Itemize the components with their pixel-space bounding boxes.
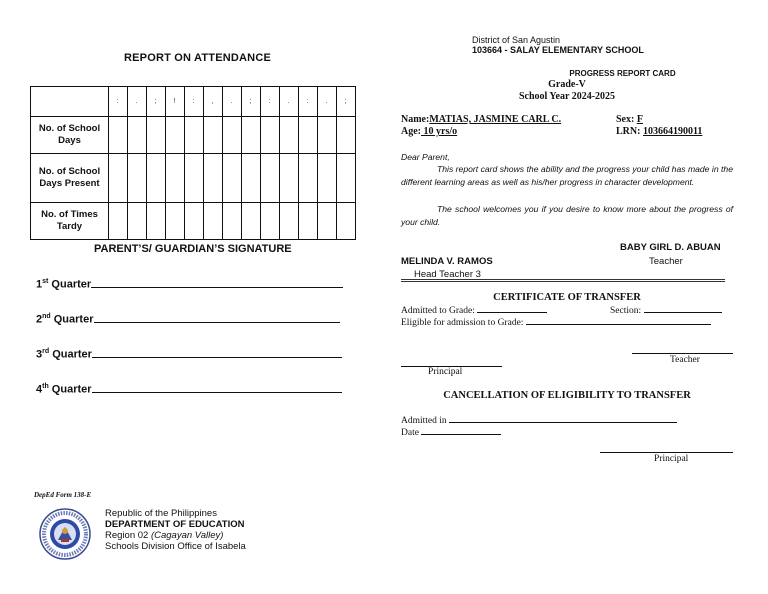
row-label-school-days: No. of School Days [31, 117, 109, 154]
month-cell: ! [166, 87, 185, 117]
sex-field [616, 114, 643, 125]
attendance-row [31, 117, 356, 154]
month-cell: ; [337, 87, 356, 117]
section-label: Section: [610, 306, 642, 316]
header-blank-cell [31, 87, 109, 117]
lrn-label: LRN: [616, 126, 643, 137]
eligible-label: Eligible for admission to Grade: [401, 318, 524, 328]
lrn-value: 103664190011 [642, 126, 703, 137]
teacher-signature-label: Teacher [670, 355, 700, 365]
quarter-word: Quarter [53, 313, 94, 326]
teacher-name: BABY GIRL D. ABUAN [620, 242, 721, 253]
quarter-2-line [36, 313, 340, 326]
quarter-suffix: nd [42, 313, 51, 320]
region-text [105, 530, 223, 541]
admitted-in-line[interactable] [449, 421, 677, 423]
admitted-grade-line[interactable] [477, 311, 547, 313]
quarter-word: Quarter [51, 383, 92, 396]
quarter-number: 4 [36, 383, 43, 396]
school-text: 103664 - SALAY ELEMENTARY SCHOOL [472, 45, 644, 55]
admitted-in-field [401, 416, 677, 426]
cancellation-title: CANCELLATION OF ELIGIBILITY TO TRANSFER [443, 390, 691, 401]
eligible-line[interactable] [526, 323, 711, 325]
month-cell: . [128, 87, 147, 117]
quarter-4-line [36, 383, 342, 396]
month-cell: , [204, 87, 223, 117]
date-line[interactable] [421, 433, 501, 435]
age-value: 10 yrs/o [421, 126, 458, 137]
month-cell: : [261, 87, 280, 117]
school-year: School Year 2024-2025 [518, 91, 616, 102]
principal2-signature-label: Principal [654, 454, 689, 464]
signature-title: PARENT’S/ GUARDIAN’S SIGNATURE [94, 243, 292, 255]
republic-text: Republic of the Philippines [105, 508, 217, 519]
signature-line[interactable] [91, 286, 343, 288]
admitted-grade-field [401, 306, 547, 316]
attendance-table [30, 86, 356, 240]
certificate-title: CERTIFICATE OF TRANSFER [493, 292, 641, 303]
quarter-suffix: rd [42, 348, 50, 355]
age-label: Age: [401, 126, 421, 137]
row-label-days-present: No. of School Days Present [31, 154, 109, 203]
quarter-number: 2 [36, 313, 43, 326]
month-cell: . [318, 87, 337, 117]
double-divider [401, 279, 725, 285]
name-field [401, 114, 561, 125]
month-cell: . [280, 87, 299, 117]
attendance-header-row [31, 87, 356, 117]
date-label: Date [401, 428, 419, 438]
head-teacher-name: MELINDA V. RAMOS [401, 256, 493, 267]
quarter-number: 3 [36, 348, 43, 361]
month-cell: . [223, 87, 242, 117]
region-prefix: Region 02 [105, 530, 151, 541]
month-cell: ; [147, 87, 166, 117]
letter-paragraph-2: The school welcomes you if you desire to know more about the progress of your child. [401, 204, 733, 227]
quarter-word: Quarter [51, 278, 92, 291]
signature-line[interactable] [92, 356, 342, 358]
quarter-word: Quarter [52, 348, 92, 361]
month-cell: : [109, 87, 128, 117]
row-label-tardy: No. of Times Tardy [31, 203, 109, 240]
admitted-in-label: Admitted in [401, 416, 447, 426]
month-cell: : [299, 87, 318, 117]
quarter-suffix: th [42, 383, 49, 390]
quarter-3-line [36, 348, 342, 361]
section-line[interactable] [644, 311, 722, 313]
sex-value: F [636, 114, 643, 125]
section-field [610, 306, 722, 316]
form-code: DepEd Form 138-E [34, 491, 92, 499]
region-name: (Cagayan Valley) [150, 530, 224, 541]
sex-label: Sex: [616, 114, 637, 125]
salutation: Dear Parent, [401, 152, 450, 162]
attendance-row [31, 154, 356, 203]
attendance-title: REPORT ON ATTENDANCE [124, 52, 271, 64]
quarter-1-line [36, 278, 343, 291]
eligible-field [401, 318, 711, 328]
month-cell: ; [242, 87, 261, 117]
teacher-signature-line[interactable] [632, 353, 733, 354]
quarter-suffix: st [42, 278, 49, 285]
age-field [401, 126, 457, 137]
teacher-role: Teacher [649, 256, 683, 267]
head-teacher-role: Head Teacher 3 [414, 269, 481, 280]
letter-paragraph-1: This report card shows the ability and the progress your child has made in the different learning areas as well as his/her progress in character development. [401, 164, 733, 187]
date-field [401, 428, 501, 438]
name-value: MATIAS, JASMINE CARL C. [429, 114, 562, 125]
principal-signature-label: Principal [428, 367, 463, 377]
signature-line[interactable] [94, 321, 340, 323]
signature-line[interactable] [92, 391, 342, 393]
name-label: Name: [401, 114, 430, 125]
card-title: PROGRESS REPORT CARD [569, 69, 676, 78]
admitted-grade-label: Admitted to Grade: [401, 306, 475, 316]
department-text: DEPARTMENT OF EDUCATION [105, 519, 245, 530]
deped-seal-icon [32, 507, 98, 561]
attendance-row [31, 203, 356, 240]
principal2-signature-line[interactable] [600, 452, 733, 453]
grade-text: Grade-V [548, 79, 586, 90]
division-text: Schools Division Office of Isabela [105, 541, 246, 552]
quarter-number: 1 [36, 278, 43, 291]
month-cell: : [185, 87, 204, 117]
district-text: District of San Agustin [472, 35, 561, 45]
lrn-field [616, 126, 702, 137]
